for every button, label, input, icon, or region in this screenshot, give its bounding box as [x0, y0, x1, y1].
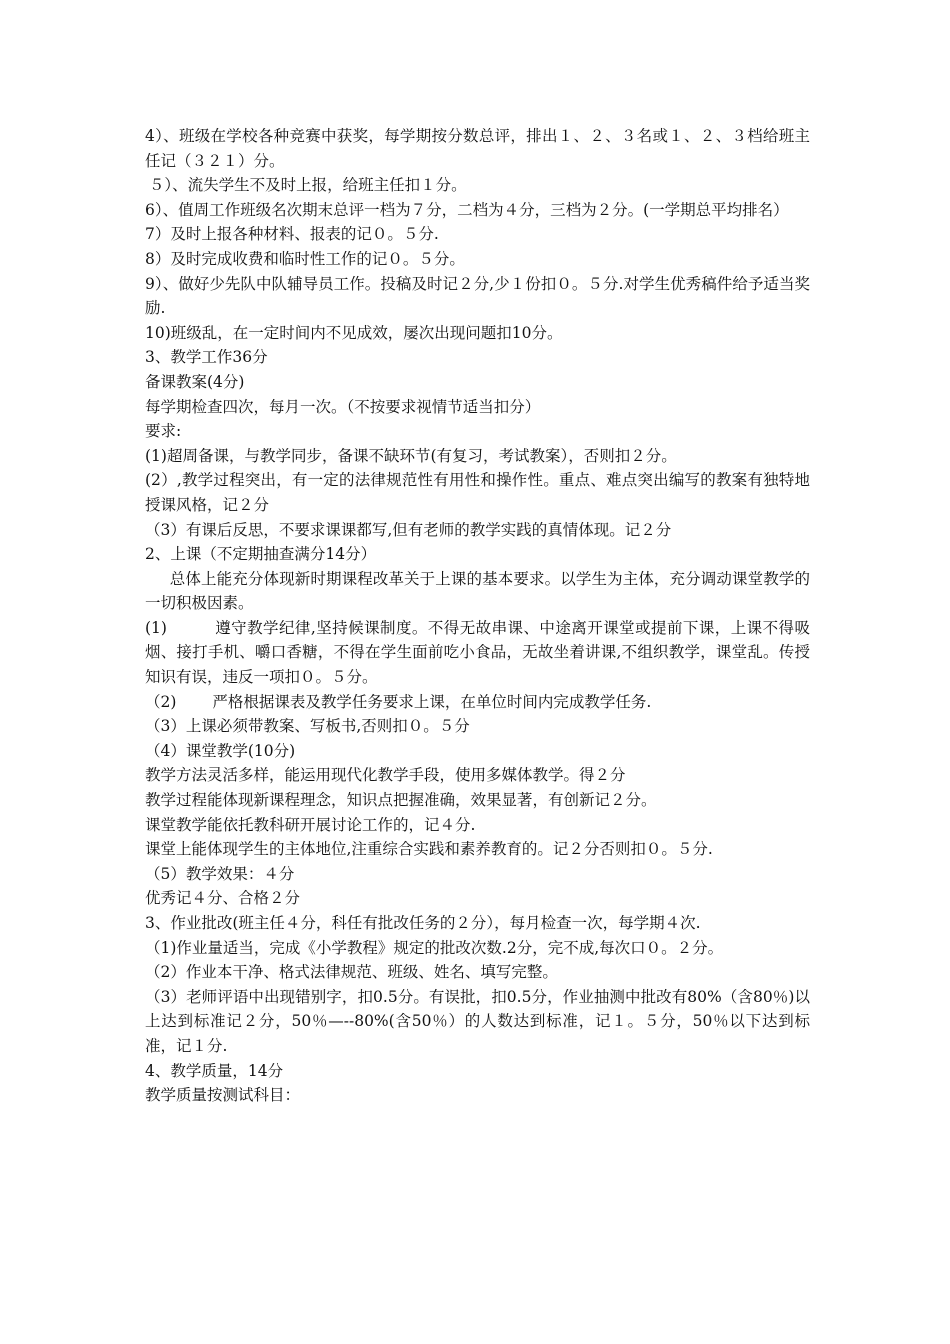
paragraph: （3）上课必须带教案、写板书,否则扣０。５分 [145, 717, 470, 736]
paragraph: 9）、做好少先队中队辅导员工作。投稿及时记２分,少１份扣０。５分.对学生优秀稿件给予适当奖励. [145, 274, 810, 318]
paragraph: 8）及时完成收费和临时性工作的记０。５分。 [145, 249, 465, 268]
paragraph: 4）、班级在学校各种竞赛中获奖，每学期按分数总评，排出１、２、３名或１、２、３档给班主任记（３２１）分。 [145, 127, 810, 170]
paragraph: （2) 严格根据课表及教学任务要求上课，在单位时间内完成教学任务. [145, 692, 652, 711]
paragraph: 教学质量按测试科目： [145, 1086, 301, 1105]
paragraph: （1)作业量适当，完成《小学教程》规定的批改次数.2分，完不成,每次口０。２分。 [145, 938, 724, 957]
paragraph: 3、作业批改(班主任４分，科任有批改任务的２分），每月检查一次，每学期４次. [145, 914, 701, 932]
paragraph: （4）课堂教学(10分) [145, 741, 296, 760]
paragraph: 总体上能充分体现新时期课程改革关于上课的基本要求。以学生为主体，充分调动课堂教学的一切积极因素。 [145, 569, 810, 613]
paragraph: 4、教学质量，14分 [145, 1061, 284, 1080]
paragraph: （2）作业本干净、格式法律规范、班级、姓名、填写完整。 [145, 963, 558, 982]
paragraph: （3）老师评语中出现错别字，扣0.5分。有误批，扣0.5分，作业抽测中批改有80%（含80％)以上达到标准记２分，50％—--80%(含50％）的人数达到标准，记１。５分，50％以下达到标准，记１分. [145, 987, 810, 1055]
paragraph: （5）教学效果：４分 [145, 864, 295, 883]
paragraph: 课堂上能体现学生的主体地位,注重综合实践和素养教育的。记２分否则扣０。５分. [145, 840, 713, 859]
paragraph: (2）,教学过程突出，有一定的法律规范性有用性和操作性。重点、难点突出编写的教案有独特地授课风格，记２分 [145, 471, 810, 514]
paragraph: 每学期检查四次，每月一次。（不按要求视情节适当扣分） [145, 397, 541, 416]
paragraph: 优秀记４分、合格２分 [145, 889, 301, 908]
paragraph: 教学方法灵活多样，能运用现代化教学手段，使用多媒体教学。得２分 [145, 766, 626, 785]
paragraph: 课堂教学能依托教科研开展讨论工作的，记４分. [145, 815, 476, 834]
paragraph: 10)班级乱，在一定时间内不见成效，屡次出现问题扣10分。 [145, 323, 563, 342]
paragraph: 2、上课（不定期抽查满分14分） [145, 545, 377, 564]
paragraph: （3）有课后反思，不要求课课都写,但有老师的教学实践的真情体现。记２分 [145, 520, 672, 539]
paragraph: 教学过程能体现新课程理念，知识点把握准确，效果显著，有创新记２分。 [145, 791, 657, 810]
paragraph: (1)超周备课，与教学同步，备课不缺环节(有复习，考试教案），否则扣２分。 [145, 446, 677, 465]
paragraph: 备课教案(4分) [145, 372, 245, 391]
paragraph: ５）、流失学生不及时上报，给班主任扣１分。 [148, 176, 467, 195]
document-body [145, 124, 810, 1108]
paragraph: 3、教学工作36分 [145, 348, 268, 367]
paragraph: (1) 遵守教学纪律,坚持候课制度。不得无故串课、中途离开课堂或提前下课，上课不得吸烟、接打手机、嚼口香糖，不得在学生面前吃小食品，无故坐着讲课,不组织教学，课堂乱。传授知识有误，违反一项扣０。５分。 [145, 618, 810, 687]
paragraph: 要求: [145, 422, 182, 441]
paragraph: 7）及时上报各种材料、报表的记０。５分. [145, 225, 439, 244]
paragraph: 6）、值周工作班级名次期末总评一档为７分，二档为４分，三档为２分。(一学期总平均排名） [145, 200, 789, 219]
